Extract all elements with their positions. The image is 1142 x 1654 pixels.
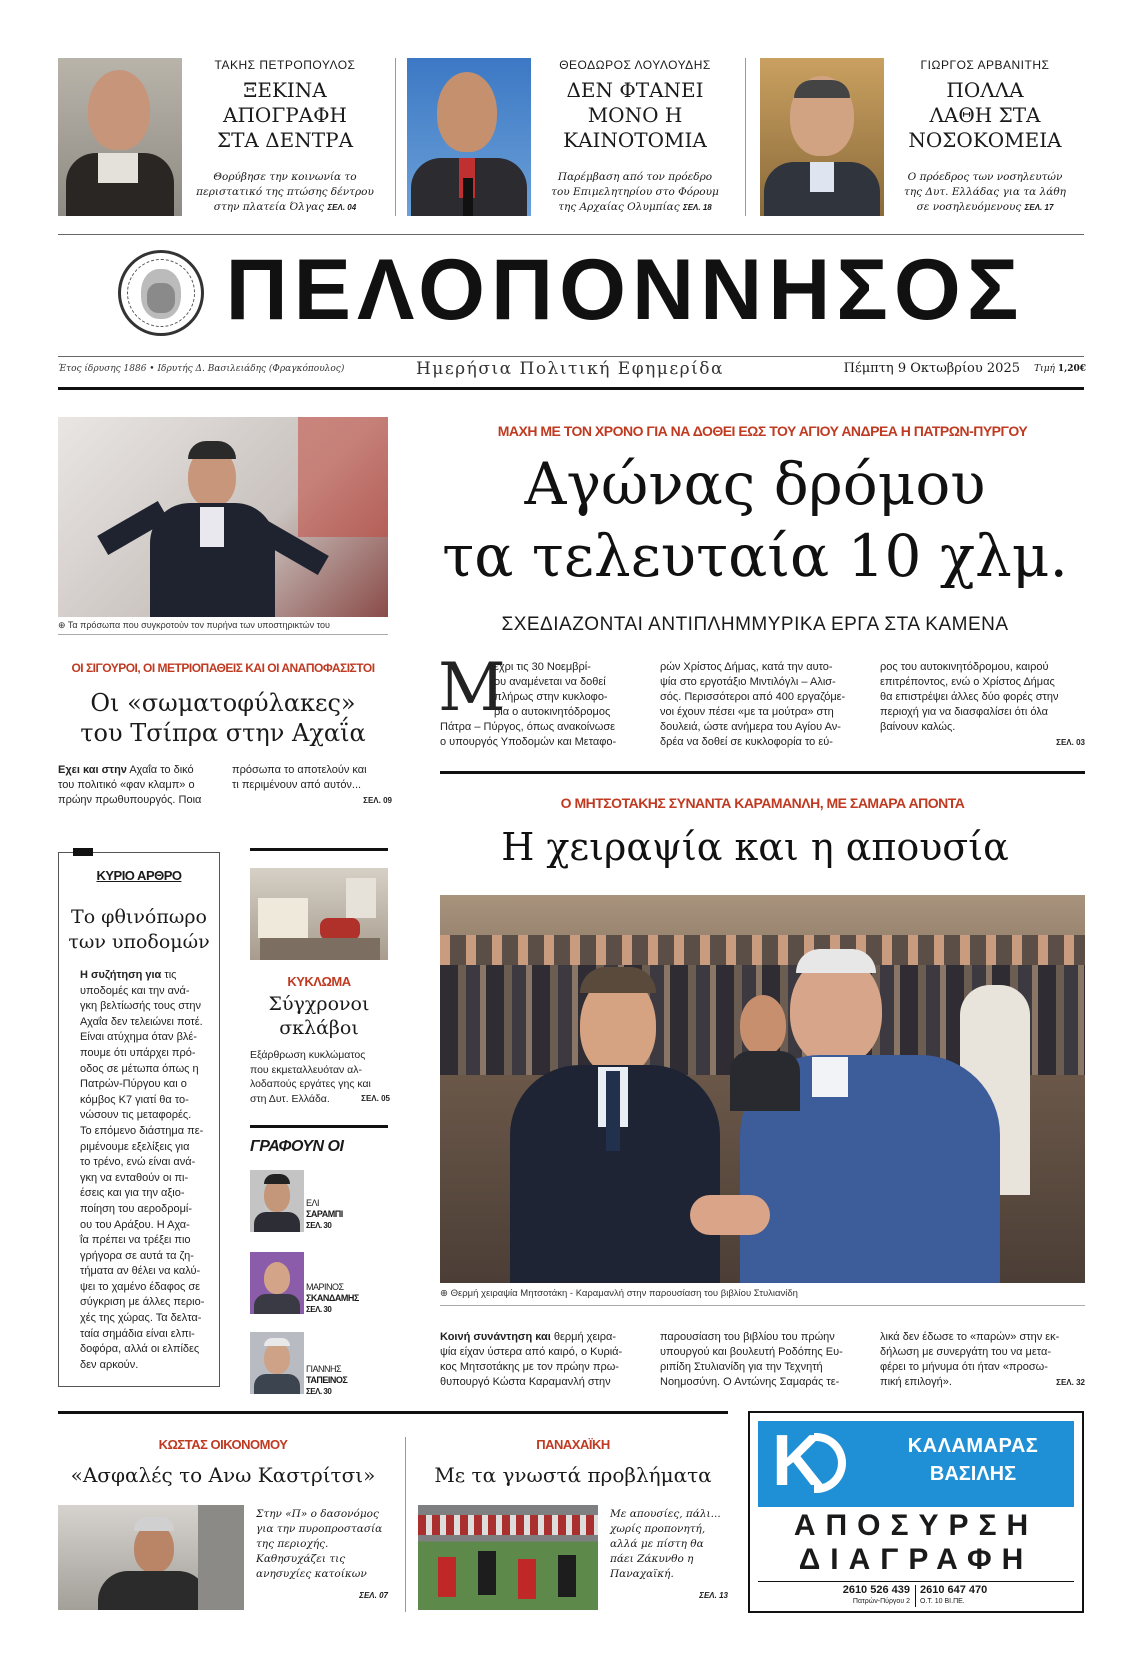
teaser-title-line: ΚΑΙΝΟΤΟΜΙΑ <box>563 128 707 152</box>
divider <box>250 1125 388 1128</box>
title-line: των υποδομών <box>68 931 210 953</box>
page-ref: ΣΕΛ. 07 <box>359 1591 388 1600</box>
body-line: ΐα πρέπει να τρέξει πιο <box>80 1234 191 1247</box>
page-ref: ΣΕΛ. 30 <box>306 1305 332 1314</box>
lead-in: Εχει και στην <box>58 764 127 776</box>
page-ref: ΣΕΛ. 13 <box>699 1591 728 1600</box>
column-divider <box>405 1437 406 1612</box>
summary-line: Παναχαϊκή. <box>610 1568 674 1580</box>
page-ref: ΣΕΛ. 04 <box>327 203 357 212</box>
page-ref: ΣΕΛ. 32 <box>1056 1378 1085 1387</box>
divider <box>440 1305 1085 1306</box>
body-line: περιοχή για να διασφαλίσει ότι όλα <box>880 706 1048 718</box>
body-line: γρήγορα σε αυτά τα ζη- <box>80 1249 194 1262</box>
body-line: Αχαΐα το δικό <box>129 764 194 776</box>
summary-line: πάει Ζάκυνθο η <box>610 1553 694 1565</box>
kv-logo-icon: K <box>772 1427 850 1501</box>
body-line: τι περιμένουν από αυτόν... <box>232 779 362 791</box>
lead-body-col2 <box>660 660 860 750</box>
body-line: ρος του αυτοκινητόδρομου, καιρού <box>880 661 1049 673</box>
lead-in: Η συζήτηση για <box>80 969 162 981</box>
title-line: Το φθινόπωρο <box>71 906 207 928</box>
body-line: πρόσωπα το αποτελούν και <box>232 764 367 776</box>
slaves-title[interactable] <box>250 992 388 1040</box>
teaser-photo-petropoulos <box>58 58 182 216</box>
panachaiki-title[interactable]: Με τα γνωστά προβλήματα <box>434 1463 712 1487</box>
body-line: πουμε ότι υπάρχει πρό- <box>80 1046 196 1059</box>
masthead-date: Πέμπτη 9 Οκτωβρίου 2025 <box>843 361 1020 376</box>
columnist-photo-sarampi <box>250 1170 304 1232</box>
page-ref: ΣΕΛ. 09 <box>363 796 392 805</box>
slaves-body <box>250 1048 390 1106</box>
editorial-body <box>80 968 218 1373</box>
columnist-last: ΤΑΠΕΙΝΟΣ <box>306 1375 348 1385</box>
body-line: νοι έχουν πέσει «με τα μούτρα» στη <box>660 706 834 718</box>
handshake-photo[interactable] <box>440 895 1085 1283</box>
ad-address: Πατρών-Πύργου 2 <box>852 1598 910 1605</box>
ad-box[interactable] <box>748 1411 1084 1613</box>
body-line: Νοημοσύνη. Ο Αντώνης Σαμαράς τε- <box>660 1376 840 1388</box>
teaser-title-line: ΞΕΚΙΝΑ <box>243 78 327 102</box>
body-line: Εξάρθρωση κυκλώματος <box>250 1049 366 1061</box>
handshake-body-col1 <box>440 1330 640 1390</box>
summary-line: χωρίς προπονητή, <box>610 1523 706 1535</box>
columnist-first: ΕΛΙ <box>306 1198 320 1208</box>
teaser-title[interactable] <box>895 78 1075 153</box>
teaser-summary-line: Παρέμβαση από τον πρόεδρο <box>557 171 713 183</box>
summary-line: ανησυχίες κατοίκων <box>256 1568 367 1580</box>
body-line: Πατρών-Πύργου και ο <box>80 1078 187 1091</box>
columnist-photo-skandamis <box>250 1252 304 1314</box>
panachaiki-kicker: ΠΑΝΑΧΑΪΚΗ <box>536 1437 610 1452</box>
body-line: Αχαΐα δεν τελειώνει ποτέ. <box>80 1015 203 1028</box>
divider <box>58 1411 728 1414</box>
tsipras-photo-caption <box>58 620 393 631</box>
ad-phone: 2610 526 439 <box>842 1584 910 1596</box>
handshake-headline[interactable]: Η χειραψία και η απουσία <box>501 825 1009 869</box>
page-ref: ΣΕΛ. 17 <box>1024 203 1054 212</box>
body-line: δουλειά, ώστε ανήμερα του Αγίου Αν- <box>660 721 841 733</box>
lead-dropcap: Μ <box>438 649 506 726</box>
summary-line: Καθησυχάζει τις <box>256 1553 346 1565</box>
teaser-author: ΓΙΩΡΓΟΣ ΑΡΒΑΝΙΤΗΣ <box>920 58 1050 72</box>
teaser-summary-line: περιστατικό της πτώσης δέντρου <box>196 186 374 198</box>
body-line: υπουργού και βουλευτή Ροδόπης Ευ- <box>660 1346 843 1358</box>
ad-name-2: ΒΑΣΙΛΗΣ <box>929 1463 1017 1485</box>
masthead-tagline: Ημερήσια Πολιτική Εφημερίδα <box>415 359 725 379</box>
ad-service-1: ΑΠΟΣΥΡΣΗ <box>793 1509 1039 1542</box>
body-line: ου αναμένεται να δοθεί <box>494 676 606 688</box>
body-line: κόμβος Κ7 γιατί θα το- <box>80 1093 189 1106</box>
lead-subhead: ΣΧΕΔΙΑΖΟΝΤΑΙ ΑΝΤΙΠΛΗΜΜΥΡΙΚΑ ΕΡΓΑ ΣΤΑ ΚΑΜΕΝΑ <box>501 614 1009 635</box>
camera-icon: ⊕ <box>440 1288 448 1299</box>
masthead-founded: Έτος ίδρυσης 1886 • Ιδρυτής Δ. Βασιλειάδης (Φραγκόπουλος) <box>58 364 345 374</box>
columnist-name[interactable] <box>306 1364 396 1397</box>
ad-contact-divider <box>915 1585 916 1607</box>
ad-address: Ο.Τ. 10 ΒΙ.ΠΕ. <box>920 1598 965 1605</box>
body-line: ου του Αράξου. Η Αχα- <box>80 1218 190 1231</box>
divider <box>58 234 1084 235</box>
teaser-summary <box>890 170 1080 215</box>
body-line: σύγκριση με άλλες περιο- <box>80 1296 205 1309</box>
masthead-logo-emblem <box>118 250 204 336</box>
summary-line: για την πυροπροστασία <box>256 1523 383 1535</box>
body-line: Είναι ατύχημα όταν βλέ- <box>80 1031 197 1044</box>
body-line: πική επιλογή». <box>880 1376 952 1388</box>
handshake-body-col3 <box>880 1330 1085 1390</box>
kastritsi-title[interactable]: «Ασφαλές το Ανω Καστρίτσι» <box>70 1463 376 1487</box>
teaser-title-line: ΜΟΝΟ Η <box>587 103 683 127</box>
ad-contact-2 <box>920 1585 1040 1607</box>
body-line: ρών Χρίστος Δήμας, κατά την αυτο- <box>660 661 833 673</box>
teaser-title-line: ΔΕΝ ΦΤΑΝΕΙ <box>566 78 704 102</box>
kastritsi-summary <box>256 1507 388 1603</box>
body-line: υποδομές και την ανά- <box>80 984 190 997</box>
ad-phone: 2610 647 470 <box>920 1584 988 1596</box>
price-label: Τιμή <box>1034 364 1055 374</box>
handshake-kicker: Ο ΜΗΤΣΟΤΑΚΗΣ ΣΥΝΑΝΤΑ ΚΑΡΑΜΑΝΛΗ, ΜΕ ΣΑΜΑΡΑ ΑΠΟΝΤΑ <box>560 795 965 811</box>
editorial-title[interactable] <box>60 905 218 955</box>
teaser-photo-arvanitis <box>760 58 884 216</box>
body-line: λικά δεν έδωσε το «παρών» στην εκ- <box>880 1331 1060 1343</box>
tsipras-headline[interactable] <box>58 688 388 748</box>
divider <box>440 771 1085 774</box>
teaser-title-line: ΝΟΣΟΚΟΜΕΙΑ <box>908 128 1062 152</box>
body-line: Το επόμενο διάστημα πε- <box>80 1124 204 1137</box>
ad-divider <box>758 1581 1074 1582</box>
body-line: το τρένο, ενώ είναι ανά- <box>80 1156 196 1169</box>
body-line: Πάτρα – Πύργος, όπως ανακοίνωσε <box>440 721 616 733</box>
kastritsi-author: ΚΩΣΤΑΣ ΟΙΚΟΝΟΜΟΥ <box>158 1437 288 1452</box>
teaser-author: ΘΕΟΔΩΡΟΣ ΛΟΥΛΟΥΔΗΣ <box>559 58 711 72</box>
tsipras-body-col2 <box>232 763 392 808</box>
tsipras-kicker: ΟΙ ΣΙΓΟΥΡΟΙ, ΟΙ ΜΕΤΡΙΟΠΑΘΕΙΣ ΚΑΙ ΟΙ ΑΝΑΠΟΦΑΣΙΣΤΟΙ <box>71 661 375 675</box>
body-line: ο υπουργός Υποδομών και Μεταφο- <box>440 736 617 748</box>
body-line: του πολιτικό «φαν κλαμπ» ο <box>58 779 195 791</box>
ad-name-1: ΚΑΛΑΜΑΡΑΣ <box>907 1435 1039 1457</box>
body-line: ριπίδη Στυλιανίδη για την Τεχνητή <box>660 1361 823 1373</box>
headline-line: Αγώνας δρόμου <box>524 450 986 518</box>
body-line: ρία ο αυτοκινητόδρομος <box>494 706 611 718</box>
body-line: κος Μητσοτάκης με τον πρώην πρω- <box>440 1361 619 1373</box>
body-line: πλήρως στην κυκλοφο- <box>494 691 608 703</box>
body-line: τήματα αν θέλει να καλύ- <box>80 1265 201 1278</box>
lead-headline[interactable] <box>425 448 1085 592</box>
lead-body-col1 <box>440 660 640 750</box>
page-ref: ΣΕΛ. 30 <box>306 1221 332 1230</box>
body-line: δοφόρα, αλλά οι ελπίδες <box>80 1343 200 1356</box>
body-line: πρώην πρωθυπουργός. Ποια <box>58 794 202 806</box>
columnist-name[interactable] <box>306 1198 396 1231</box>
teaser-summary <box>190 170 380 215</box>
camera-icon: ⊕ <box>58 620 66 630</box>
body-line: σός. Περισσότεροι από 400 εργαζόμε- <box>660 691 846 703</box>
columnist-first: ΓΙΑΝΝΗΣ <box>306 1364 342 1374</box>
body-line: γκη να ενταθούν οι πι- <box>80 1171 189 1184</box>
teaser-summary-line: της Δυτ. Ελλάδας για τα λάθη <box>904 186 1066 198</box>
body-line: έσεις και για την αξιο- <box>80 1187 185 1200</box>
page-ref: ΣΕΛ. 30 <box>306 1387 332 1396</box>
page-ref: ΣΕΛ. 05 <box>361 1093 390 1103</box>
editorial-label: ΚΥΡΙΟ ΑΡΘΡΟ <box>96 868 182 883</box>
body-line: ψία είχαν ύστερα από καιρό, ο Κυριά- <box>440 1346 623 1358</box>
body-line: θυπουργό Κώστα Καραμανλή στην <box>440 1376 611 1388</box>
tsipras-photo[interactable] <box>58 417 388 617</box>
headline-line: τα τελευταία 10 χλμ. <box>442 522 1068 590</box>
body-line: θα επιστρέψει άλλες δύο φορές στην <box>880 691 1059 703</box>
panachaiki-summary <box>610 1507 728 1603</box>
columnist-photo-tapeinos <box>250 1332 304 1394</box>
columnist-name[interactable] <box>306 1282 396 1315</box>
caption-text: Θερμή χειραψία Μητσοτάκη - Καραμανλή στην παρουσίαση του βιβλίου Στυλιανίδη <box>450 1288 798 1299</box>
slaves-kicker: ΚΥΚΛΩΜΑ <box>287 974 351 989</box>
body-line: επιτρέποντος, ενώ ο Χρίστος Δήμας <box>880 676 1055 688</box>
teaser-title-line: ΑΠΟΓΡΑΦΗ <box>223 103 347 127</box>
summary-line: Στην «Π» ο δασονόμος <box>256 1508 379 1520</box>
teaser-title[interactable] <box>195 78 375 153</box>
title-line: Σύγχρονοι <box>268 993 370 1015</box>
body-line: έχρι τις 30 Νοεμβρί- <box>494 661 591 673</box>
ad-service-2: ΔΙΑΓΡΑΦΗ <box>798 1543 1034 1576</box>
columnist-last: ΣΑΡΑΜΠΙ <box>306 1209 343 1219</box>
page-ref: ΣΕΛ. 18 <box>683 203 712 212</box>
body-line: δήλωση με συνεργάτη του να μετα- <box>880 1346 1052 1358</box>
slaves-photo[interactable] <box>250 868 388 960</box>
body-line: οδος σε μέτωπα όπως η <box>80 1062 199 1075</box>
ad-header <box>758 1421 1074 1507</box>
body-line: ποίηση του αεροδρομί- <box>80 1202 193 1215</box>
title-line: σκλάβοι <box>279 1017 359 1039</box>
columnists-label: ΓΡΑΦΟΥΝ ΟΙ <box>250 1138 344 1155</box>
teaser-summary-line: της Αρχαίας Ολυμπίας <box>558 201 680 213</box>
teaser-author: ΤΑΚΗΣ ΠΕΤΡΟΠΟΥΛΟΣ <box>214 58 356 72</box>
caption-text: Τα πρόσωπα που συγκροτούν τον πυρήνα των υποστηρικτών του <box>67 620 330 630</box>
masthead-title[interactable]: ΠΕΛΟΠΟΝΝΗΣΟΣ <box>225 242 1025 338</box>
body-line: θερμή χειρα- <box>553 1331 617 1343</box>
body-line: φέρει το μήνυμα ότι ήταν «προσω- <box>880 1361 1048 1373</box>
body-line: ταία σημάδια είναι ελπι- <box>80 1327 195 1340</box>
body-line: στη Δυτ. Ελλάδα. <box>250 1092 330 1105</box>
summary-line: αλλά με πίστη θα <box>610 1538 704 1550</box>
columnist-last: ΣΚΑΝΔΑΜΗΣ <box>306 1293 359 1303</box>
body-line: που εκμεταλλευόταν αλ- <box>250 1063 362 1076</box>
body-line: παρουσίαση του βιβλίου του πρώην <box>660 1331 835 1343</box>
body-line: γκη βελτίωσής τους στην <box>80 1000 201 1013</box>
panachaiki-photo[interactable] <box>418 1505 598 1610</box>
masthead-price <box>1026 364 1086 374</box>
columnist-first: ΜΑΡΙΝΟΣ <box>306 1282 344 1292</box>
body-line: ψία στο εργοτάξιο Μιντιλόγλι – Αλισ- <box>660 676 836 688</box>
handshake-caption <box>440 1288 1085 1299</box>
headline-line: Οι «σωματοφύλακες» <box>90 689 356 717</box>
body-line: λοδαπούς εργάτες γης και <box>250 1078 371 1090</box>
tsipras-body-col1 <box>58 763 218 808</box>
body-line: δεν αρκούν. <box>80 1358 139 1371</box>
divider <box>58 387 1084 390</box>
teaser-summary-line: στην πλατεία Όλγας <box>213 201 325 213</box>
body-line: χές της χώρας. Τα δελτα- <box>80 1312 202 1325</box>
lead-kicker: ΜΑΧΗ ΜΕ ΤΟΝ ΧΡΟΝΟ ΓΙΑ ΝΑ ΔΟΘΕΙ ΕΩΣ ΤΟΥ ΑΓΙΟΥ ΑΝΔΡΕΑ Η ΠΑΤΡΩΝ-ΠΥΡΓΟΥ <box>497 423 1028 439</box>
teaser-title-line: ΣΤΑ ΔΕΝΤΡΑ <box>216 128 354 152</box>
body-line: βαίνουν καλώς. <box>880 721 956 733</box>
column-divider <box>745 58 746 216</box>
teaser-photo-louloudis <box>407 58 531 216</box>
body-line: νώσουν τις μεταφορές. <box>80 1109 192 1122</box>
summary-line: Με απουσίες, πάλι... <box>610 1508 721 1520</box>
page-ref: ΣΕΛ. 03 <box>1056 738 1085 747</box>
headline-line: του Τσίπρα στην Αχαΐα <box>80 719 366 747</box>
body-line: ψει το χαμένο έδαφος σε <box>80 1280 201 1293</box>
divider <box>58 356 1084 357</box>
teaser-summary-line: Ο πρόεδρος των νοσηλευτών <box>907 171 1063 183</box>
lead-in: Κοινή συνάντηση και <box>440 1331 551 1343</box>
teaser-summary-line: Θορύβησε την κοινωνία το <box>213 171 357 183</box>
ad-contact-1 <box>790 1585 910 1607</box>
divider <box>250 848 388 851</box>
teaser-title-line: ΠΟΛΛΑ <box>946 78 1024 102</box>
body-line: τις <box>164 969 177 981</box>
teaser-title-line: ΛΑΘΗ ΣΤΑ <box>929 103 1041 127</box>
body-line: ριμένουμε εξελίξεις για <box>80 1140 190 1153</box>
teaser-title[interactable] <box>545 78 725 153</box>
teaser-summary-line: του Επιμελητηρίου στο Φόρουμ <box>551 186 719 198</box>
handshake-body-col2 <box>660 1330 860 1390</box>
price-value: 1,20€ <box>1057 364 1086 374</box>
lead-body-col3 <box>880 660 1085 750</box>
divider <box>58 634 388 635</box>
teaser-summary <box>540 170 730 215</box>
column-divider <box>395 58 396 216</box>
teaser-summary-line: σε νοσηλευόμενους <box>916 201 1022 213</box>
summary-line: της περιοχής. <box>256 1538 329 1550</box>
kastritsi-photo[interactable] <box>58 1505 244 1610</box>
body-line: δρέα να δοθεί σε κυκλοφορία το εύ- <box>660 736 833 748</box>
